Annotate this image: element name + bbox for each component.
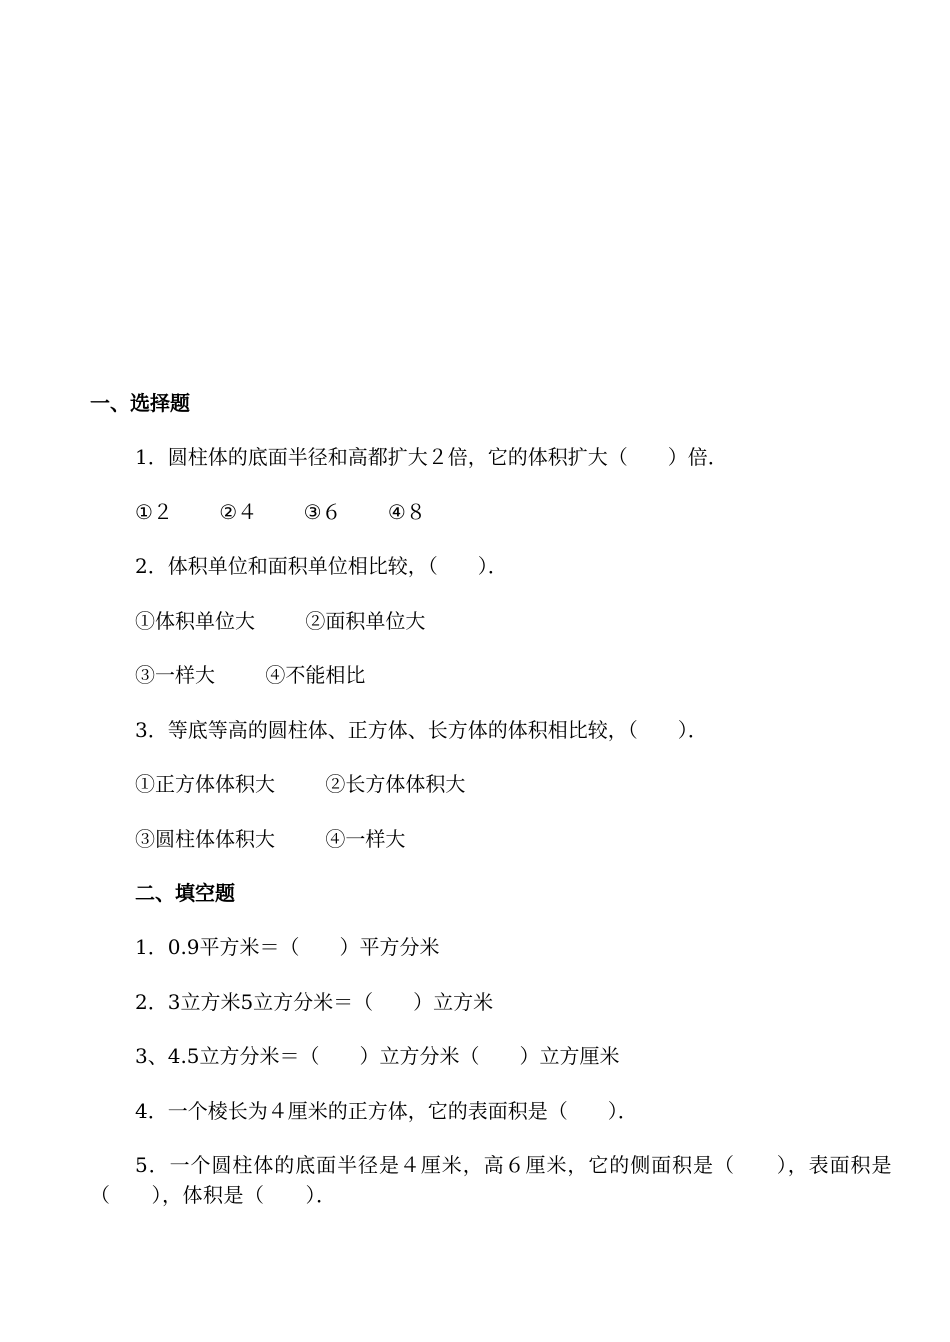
fill-item-1: 1．0.9平方米＝（ ）平方分米	[135, 935, 440, 959]
option: ③６	[303, 500, 342, 524]
option: ④８	[387, 500, 426, 524]
fill-item-2: 2．3立方米5立方分米＝（ ）立方米	[135, 990, 494, 1014]
option: ③圆柱体体积大	[135, 827, 275, 851]
option: ①２	[135, 500, 173, 524]
option: ①正方体体积大	[135, 772, 275, 796]
question-3-options-row-2	[135, 824, 405, 854]
question-2-stem: 2．体积单位和面积单位相比较，（ ）．	[135, 554, 508, 578]
option: ④不能相比	[265, 663, 366, 687]
question-2-options-row-1	[135, 606, 425, 636]
option: ②长方体体积大	[325, 772, 466, 796]
fill-item-5: 5．一个圆柱体的底面半径是４厘米，高６厘米，它的侧面积是（ ），表面积是（ ），体积是（ ）．	[90, 1153, 892, 1207]
question-1-options	[135, 497, 426, 527]
fill-item-4: 4．一个棱长为４厘米的正方体，它的表面积是（ ）．	[135, 1099, 638, 1123]
option: ④一样大	[325, 827, 406, 851]
section-1-title: 一、选择题	[90, 391, 190, 415]
question-2-options-row-2	[135, 660, 365, 690]
question-3-stem: 3．等底等高的圆柱体、正方体、长方体的体积相比较，（ ）．	[135, 718, 708, 742]
option: ①体积单位大	[135, 609, 255, 633]
option: ②面积单位大	[305, 609, 426, 633]
question-1-stem: 1．圆柱体的底面半径和高都扩大２倍，它的体积扩大（ ）倍．	[135, 445, 728, 469]
option: ②４	[219, 500, 258, 524]
fill-item-3: 3、4.5立方分米＝（ ）立方分米（ ）立方厘米	[135, 1044, 620, 1068]
question-3-options-row-1	[135, 769, 465, 799]
section-2-title: 二、填空题	[135, 881, 235, 905]
option: ③一样大	[135, 663, 215, 687]
